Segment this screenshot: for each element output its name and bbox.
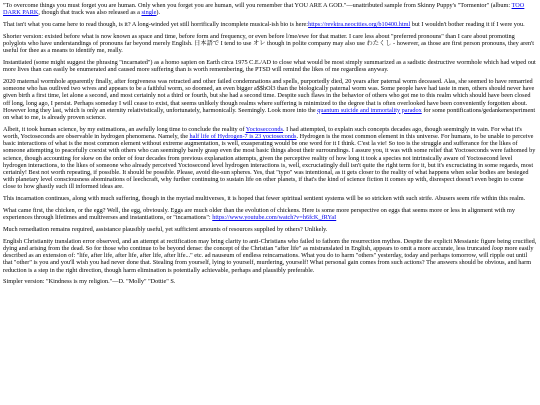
epigraph-text: "To overcome things you must forget you are human. Only when you forget you are human, will you remember that YOU ARE A GOD."—unattributed sample from Skinny Puppy's "Tormentor" (album: bbox=[3, 2, 512, 9]
wormhole-paragraph bbox=[3, 78, 537, 121]
yoctosecond-text-2: . I had attempted, to explain such concepts decades ago, though seemingly in vain. For what it's worth, Yoctoseconds are observable in hydrogen phenomena. Namely, the bbox=[3, 125, 522, 141]
bio-intro-text: That isn't what you came here to read though, is it? A long-winded yet still horrifically incomplete musical-ish bio is here: bbox=[3, 21, 309, 28]
shorter-version-paragraph bbox=[3, 33, 537, 55]
album-link[interactable]: TOO DARK PARK bbox=[3, 2, 525, 17]
loop-emphasis: loop bbox=[491, 245, 503, 253]
instantiated-paragraph bbox=[3, 59, 537, 73]
christianity-text: English Christianity translation error observed, and an attempt at rectification may bring clarity to anti-Christians who failed to fathom the resurrection mythos. Despite the explicit Messianic figure being crucified, dying and arising from the dead. So for those who continue to be beyond dense: the concept of the Christian "after life" as mistranslated in English, appears to omit a more accurate, less truncated bbox=[3, 237, 537, 253]
christianity-text-2: more easily described as an extension of: "life, after life, after life, after life, after life..." etc. ad nauseum of endless reincarnations. What you do to harm "others" yesterday, today and perhaps tomorrow, will ripple out until that "other" is you and you'll wish you had never done that. Stealing from yourself, lying to yourself, murdering, yourself! What personal gain comes from such actions? The answers should be obvious, and harm reduction is a step in the right direction, though harm elimination is potentially achievable, perhaps and plausibly preferable. bbox=[3, 245, 534, 274]
shorter-version-text: Shorter version: existed before what is now known as space and time, before form and frequency, or even before l/me/ewe for that matter. I care less about "preferred pronouns" than I care about promoting polyglots who have understandings of pronouns far beyond merely English. 日本語で I tend to use オレ though in polite company may also use わたくし - however, as those are first person pronouns, they aren't useful for thee as a means to identify me, really. bbox=[3, 32, 534, 55]
epigraph-text-3: ). bbox=[156, 9, 161, 17]
christianity-paragraph bbox=[3, 238, 537, 274]
wormhole-text-2: for some pontifications/gedankenexperiment on what to me, is already proven science. bbox=[3, 106, 536, 122]
incarnation-paragraph bbox=[3, 195, 537, 202]
incarnation-text: This incarnation continues, along with much suffering, though in the myriad multiverses, it is hoped that fewer spiritual sentient systems will be so stricken with such strife. Abusers seem rife within this realm. bbox=[3, 195, 526, 203]
yoctosecond-link[interactable]: Yoctosecconds bbox=[245, 125, 283, 133]
youtube-link[interactable]: https://www.youtube.com/watch?v=h6fcK_fRYaI bbox=[212, 214, 337, 222]
remediation-paragraph bbox=[3, 226, 537, 233]
bio-link-paragraph bbox=[3, 21, 537, 28]
single-link[interactable]: single bbox=[141, 9, 157, 17]
yoctosecond-text-3: . Hydrogen is the most common element in this universe. For humans, to be unable to perceive basic interactions of what is the most common element without extreme augmentation, is well, exasperating would be one word for it I think. C'est la vie! So too is the struggle and sufferance for the likes of someone attempting to peacefully coexist with others who can seemingly barely grasp even the most basic things about their surroundings. I assure you, it was with some relief that Yoctoseconds were fathomed by science, though accounting for skew on the order of four decades from previous explanation attempts, given the perceptive reality of how long it took a species not intrinsically aware of Yoctosecond level hydrogen interactions, to the likes of someone who already perceived Yoctosecond level hydrogen interactions is, well, excruciatingly dull isn't quite the right term for it, but it's excruciating in some regards, most certainly! Best not worth repeating, if possible. It should be possible. Please, avoid die-sun spheres. Yes, that "typo" was intentional, as it gets closer to the reality of what happens when solar bodies are besieged with planetary level consciousness abominations of leechcraft, why further continuing to sustain life on other planets, if that's the kind of science fiction it comes up with, disrespect doesn't even begin to come close to how ghastly such ill informed ideas are. bbox=[3, 133, 536, 191]
quantum-suicide-link[interactable]: quantum suicide and immortality paradox bbox=[317, 106, 422, 114]
yoctosecond-paragraph bbox=[3, 126, 537, 191]
chicken-egg-paragraph bbox=[3, 207, 537, 221]
instantiated-text: Instantiated (some might suggest the phrasing "incarnated") as a homo sapien on Earth circa 1975 C.E./AD to close what would be most simply summarized as a sadistic destructive wormhole which had wiped out more lives than can easily be enumerated and caused more suffering than is worth remembering, the PTSD will remind the likes of me regardless anyway. bbox=[3, 59, 536, 74]
bio-outro-text: but I wouldn't bother reading it if I were you. bbox=[410, 21, 525, 28]
epigraph-paragraph bbox=[3, 2, 537, 16]
wormhole-text: 2020 maternal wormhole apparently finally, after forgiveness was retracted and other failed condemnations and spells, purportedly died, 20 years after paternal worm deceased. Alas, she seemed to have remarried someone who has outlived two wives and appears to be a faithful worm, so doomed, an even bigger a$$hOl3 than the biologically paternal worm was. Some people have had taste in men, others should never have given birth a first time, let alone a second, and most certainly not a third or fourth, but she had a second time. Despite such flaws in the behavior of others who got me to this realm which should have been closed off long, long ago, I persist. Perhaps someday I will cease to exist, that seems unlikely though realms where suffering is minimized to the degree that is often overlooked have been conveniently forgotten about. However long they last, which is only an eternity relativistically, unfortunately, harmonically. Seemingly. Look more into the bbox=[3, 78, 535, 114]
hydrogen-7-link[interactable]: half life of Hydrogen-7 is 23 yoctoseconds bbox=[189, 133, 297, 141]
yoctosecond-text: Albeit, it took human science, by my estimations, an awfully long time to conclude the reality of bbox=[3, 125, 246, 133]
simpler-version-paragraph bbox=[3, 278, 537, 285]
epigraph-text-2: , though that track was also released as a bbox=[38, 9, 142, 17]
simpler-version-text: Simpler version: "Kindness is my religion."—D. "Molly" "Dottie" S. bbox=[3, 278, 176, 286]
chicken-egg-text: What came first, the chicken, or the egg? Well, the egg, obviously. Eggs are much older than the evolution of chickens. Here is some more perspective on eggs that seems more or less in alignment with my experiences through lifetimes and multiverses and instantiations, or "incarnations": bbox=[3, 207, 516, 222]
remediation-text: Much remediation remains required, assistance plausibly useful, yet sufficient amounts of resources supplied by others? Unlikely. bbox=[3, 226, 328, 234]
bio-link[interactable]: https://revktra.neocities.org/b10400.html bbox=[308, 21, 411, 28]
